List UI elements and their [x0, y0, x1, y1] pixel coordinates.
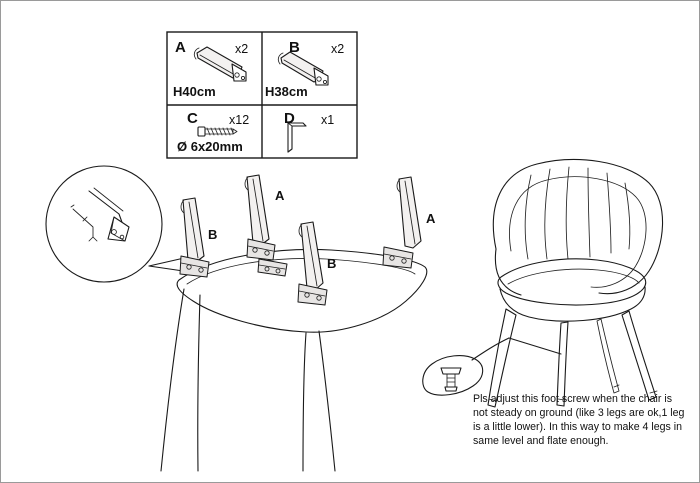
- leg-b-center: [298, 222, 327, 305]
- foot-screw-note-text: Pls adjust this foot screw when the chair is not steady on ground (like 3 legs are ok,1 leg is a little lower). In this way to make 4 legs in same level and flate enough.: [473, 393, 685, 447]
- leg-a-right: [383, 177, 421, 268]
- allen-key-icon: [288, 123, 306, 152]
- seat-brackets: [258, 259, 287, 276]
- part-c-dimension: Ø 6x20mm: [177, 139, 243, 154]
- part-d-letter: D: [284, 110, 295, 127]
- screw-icon: [198, 127, 237, 136]
- leg-a-left: [245, 175, 275, 260]
- part-b-dimension: H38cm: [265, 84, 308, 99]
- part-a-qty: x2: [235, 42, 249, 56]
- part-c-qty: x12: [229, 113, 250, 127]
- finished-chair-illustration: [488, 160, 663, 407]
- callout-a-left: A: [275, 188, 285, 203]
- foot-screw-callout: [423, 338, 561, 395]
- callout-b-center: B: [327, 256, 337, 271]
- part-b-letter: B: [289, 39, 300, 56]
- part-b-qty: x2: [331, 42, 345, 56]
- chair-seat-underside: [161, 249, 427, 471]
- leg-b-left: [180, 198, 209, 277]
- part-c-letter: C: [187, 110, 198, 127]
- callout-a-right: A: [426, 211, 436, 226]
- callout-b-left: B: [208, 227, 218, 242]
- part-b-icon: [278, 52, 328, 85]
- part-d-qty: x1: [321, 113, 335, 127]
- part-a-letter: A: [175, 39, 186, 56]
- part-a-dimension: H40cm: [173, 84, 216, 99]
- detail-circle: [46, 166, 197, 282]
